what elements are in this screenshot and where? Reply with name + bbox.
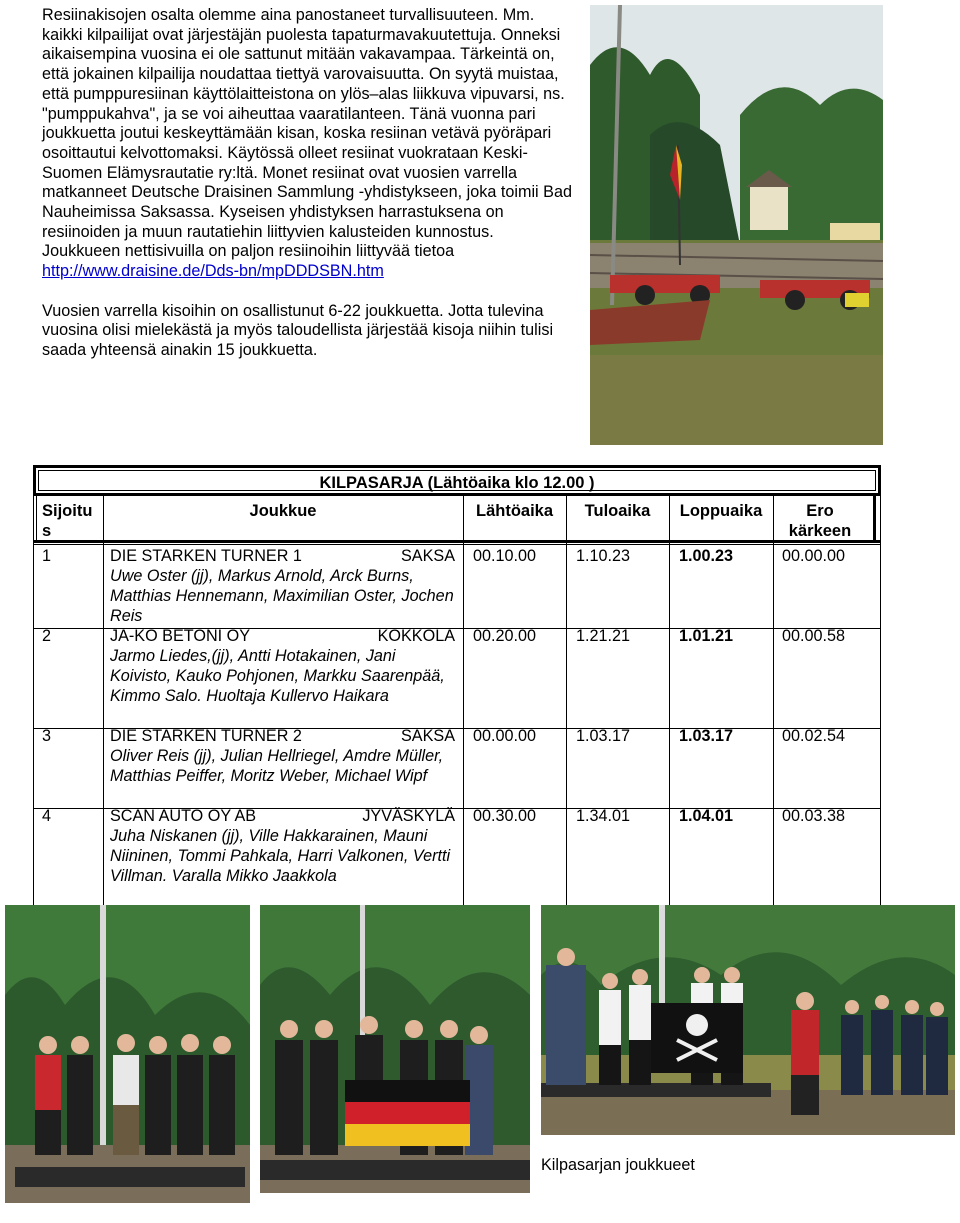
team-photo-2 (260, 905, 530, 1193)
header-finish: Tuloaika (584, 502, 651, 520)
row-3-rank: 3 (42, 727, 52, 745)
row-4-total: 1.04.01 (679, 807, 734, 825)
row-1-members: Uwe Oster (jj), Markus Arnold, Arck Burns, Matthias Hennemann, Maximilian Oster, Jochen Reis (110, 566, 454, 625)
row-2-start: 00.20.00 (473, 627, 537, 645)
intro-paragraph-1: Resiinakisojen osalta olemme aina panostaneet turvallisuuteen. Mm. kaikki kilpailijat ovat järjestäjän puolesta tapaturmavakuutettuja. Onneksi aikaisempina vuosina ei ole sattunut mitään vakavampaa. Tärkeintä on, että jokainen kilpailija noudattaa tiettyä varovaisuutta. On syytä muistaa, että pumppuresiinan käyttölaitteistona on ylös–alas liikkuva vipuvarsi, ns. "pumppukahva", ja se voi aiheuttaa vaaratilanteen. Tänä vuonna pari joukkuetta joutui keskeyttämään kisan, koska resiinan vetävä pyöräpari osoittautui kelvottomaksi. Käytössä olleet resiinat vuokrataan Keski-Suomen Elämysrautatie ry:ltä. Monet resiinat ovat vuosien varrella matkanneet Deutsche Draisinen Sammlung -yhdistykseen, joka toimii Bad Nauheimissa Saksassa. Kyseisen yhdistyksen harrastuksena on resiinoiden ja muun rautatiehin liittyvien kalusteiden kunnostus. Joukkueen nettisivuilla on paljon resiinoihin liittyvää tietoa http://www.draisine.de/Dds-bn/mpDDDSBN.htm (42, 6, 572, 281)
team-photo-3 (541, 905, 955, 1135)
intro-paragraph-2: Vuosien varrella kisoihin on osallistunut 6-22 joukkuetta. Jotta tulevina vuosina olisi mielekästä ja myös taloudellista järjestää kisoja niihin tulisi saada yhteensä ainakin 15 joukkuetta. (42, 301, 554, 359)
row-2-team: JA-KO BETONI OY (110, 627, 251, 645)
row-2-members: Jarmo Liedes,(jj), Antti Hotakainen, Jani Koivisto, Kauko Pohjonen, Markku Saarenpää, Kimmo Salo. Huoltaja Kullervo Haikara (110, 646, 445, 705)
row-1-team: DIE STARKEN TURNER 1 (110, 547, 302, 565)
row-2-place: KOKKOLA (377, 627, 455, 645)
row-2-total: 1.01.21 (679, 627, 734, 645)
row-3-team-cell (110, 727, 460, 787)
row-1-diff: 00.00.00 (782, 547, 846, 565)
row-2-team-cell (110, 627, 460, 707)
row-3-members: Oliver Reis (jj), Julian Hellriegel, Amdre Müller, Matthias Peiffer, Moritz Weber, Michael Wipf (110, 746, 444, 785)
row-3-team: DIE STARKEN TURNER 2 (110, 727, 302, 745)
photo-caption: Kilpasarjan joukkueet (541, 1156, 695, 1174)
header-start: Lähtöaika (475, 502, 554, 520)
row-4-place: JYVÄSKYLÄ (362, 807, 455, 825)
intro-text (42, 6, 572, 361)
table-title: KILPASARJA (Lähtöaika klo 12.00 ) (319, 474, 595, 492)
header-team: Joukkue (249, 502, 317, 520)
row-3-total: 1.03.17 (679, 727, 734, 745)
row-3-diff: 00.02.54 (782, 727, 846, 745)
row-2-finish: 1.21.21 (576, 627, 631, 645)
row-4-team: SCAN AUTO OY AB (110, 807, 257, 825)
row-1-finish: 1.10.23 (576, 547, 631, 565)
row-3-place: SAKSA (401, 727, 455, 745)
team-photo-1 (5, 905, 250, 1203)
row-3-finish: 1.03.17 (576, 727, 631, 745)
row-3-start: 00.00.00 (473, 727, 537, 745)
header-total: Loppuaika (679, 502, 763, 520)
row-4-diff: 00.03.38 (782, 807, 846, 825)
row-1-team-cell (110, 547, 460, 627)
row-4-members: Juha Niskanen (jj), Ville Hakkarainen, Mauni Niininen, Tommi Pahkala, Harri Valkonen, Vertti Villman. Varalla Mikko Jaakkola (110, 826, 451, 885)
table-title-box (33, 465, 881, 496)
row-1-total: 1.00.23 (679, 547, 734, 565)
header-diff: Ero kärkeen (788, 502, 852, 540)
draisine-link[interactable]: http://www.draisine.de/Dds-bn/mpDDDSBN.htm (42, 262, 384, 281)
row-1-rank: 1 (42, 547, 52, 565)
row-4-team-cell (110, 807, 460, 887)
row-2-rank: 2 (42, 627, 52, 645)
row-1-start: 00.10.00 (473, 547, 537, 565)
row-4-rank: 4 (42, 807, 52, 825)
header-rank: Sijoitu s (42, 502, 93, 540)
row-4-start: 00.30.00 (473, 807, 537, 825)
draisine-photo (590, 5, 883, 445)
row-1-place: SAKSA (401, 547, 455, 565)
row-2-diff: 00.00.58 (782, 627, 846, 645)
row-4-finish: 1.34.01 (576, 807, 631, 825)
